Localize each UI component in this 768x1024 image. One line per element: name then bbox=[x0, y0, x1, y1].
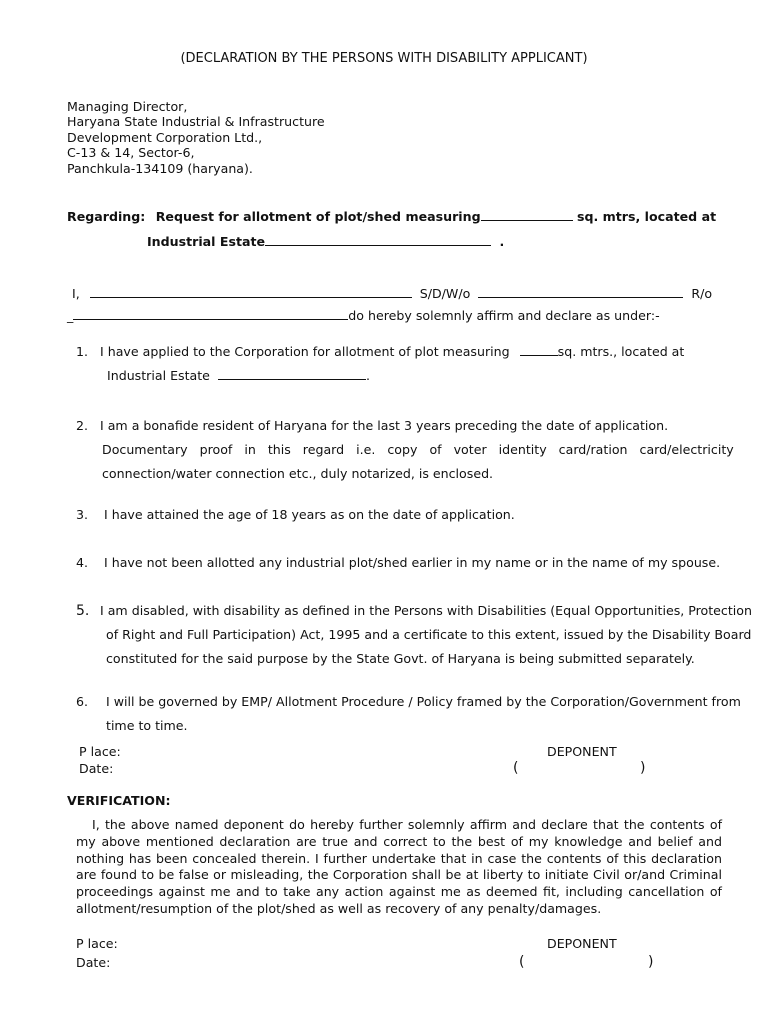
signature-close-paren: ) bbox=[640, 760, 646, 776]
item-number: 1. bbox=[76, 344, 89, 359]
affirm-text: do hereby solemnly affirm and declare as under:- bbox=[348, 308, 660, 323]
regarding-text-2: sq. mtrs, located at bbox=[576, 209, 717, 224]
item-text-line: of Right and Full Participation) Act, 1995 and a certificate to this extent, issued by the Disability Board bbox=[106, 627, 752, 642]
item1-estate-blank[interactable] bbox=[218, 367, 366, 380]
estate-label: Industrial Estate bbox=[147, 234, 266, 249]
item-text-d: . bbox=[365, 368, 370, 383]
item-number: 5. bbox=[76, 603, 90, 619]
item-text: I am a bonafide resident of Haryana for the last 3 years preceding the date of application. bbox=[100, 418, 669, 433]
verification-heading: VERIFICATION: bbox=[67, 793, 171, 808]
item-text-c: Industrial Estate bbox=[107, 368, 210, 383]
list-item bbox=[76, 414, 734, 486]
ro-label: R/o bbox=[691, 286, 713, 301]
item-text-line: time to time. bbox=[106, 718, 188, 733]
address-block bbox=[67, 99, 325, 176]
item-text-b: sq. mtrs., located at bbox=[557, 344, 685, 359]
item-text: I have not been allotted any industrial plot/shed earlier in my name or in the name of my spouse. bbox=[104, 555, 721, 570]
address-line: Panchkula-134109 (haryana). bbox=[67, 160, 253, 176]
lead-mark: _ bbox=[67, 308, 74, 323]
item-number: 2. bbox=[76, 418, 89, 433]
place-label: P lace: bbox=[79, 744, 121, 759]
item-number: 3. bbox=[76, 507, 89, 522]
address-line: Development Corporation Ltd., bbox=[67, 129, 263, 145]
list-item bbox=[76, 690, 741, 738]
item-text: I am disabled, with disability as defined in the Persons with Disabilities (Equal Opportunities, Protection bbox=[100, 603, 752, 618]
regarding-text: Request for allotment of plot/shed measuring bbox=[155, 209, 481, 224]
declarant-i-label: I, bbox=[72, 286, 80, 301]
declarant-line bbox=[72, 285, 712, 301]
date-label: Date: bbox=[76, 955, 111, 970]
item1-plot-blank[interactable] bbox=[520, 343, 558, 356]
signature-close-paren: ) bbox=[648, 954, 654, 970]
regarding-label: Regarding: bbox=[67, 209, 146, 224]
deponent-label: DEPONENT bbox=[547, 744, 617, 759]
deponent-label: DEPONENT bbox=[547, 936, 617, 951]
regarding-line bbox=[67, 208, 716, 224]
regarding-estate-line bbox=[147, 233, 504, 249]
item-text: I have applied to the Corporation for allotment of plot measuring bbox=[100, 344, 510, 359]
estate-blank[interactable] bbox=[265, 233, 491, 246]
item-number: 4. bbox=[76, 555, 89, 570]
sdwo-label: S/D/W/o bbox=[419, 286, 471, 301]
plot-size-blank[interactable] bbox=[481, 208, 573, 221]
place-label: P lace: bbox=[76, 936, 118, 951]
affirm-line bbox=[67, 307, 660, 323]
list-item bbox=[76, 551, 724, 575]
address-line: Haryana State Industrial & Infrastructure bbox=[67, 114, 325, 130]
item-text-line: connection/water connection etc., duly notarized, is enclosed. bbox=[102, 466, 494, 481]
address-line: Managing Director, bbox=[67, 99, 188, 114]
address-line: C-13 & 14, Sector-6, bbox=[67, 145, 195, 161]
date-label: Date: bbox=[79, 761, 114, 776]
item-text-line: constituted for the said purpose by the State Govt. of Haryana is being submitted separately. bbox=[106, 651, 695, 666]
verification-text: I, the above named deponent do hereby further solemnly affirm and declare that the contents of my above mentioned declaration are true and correct to the best of my knowledge and belief and nothing has been concealed therein. I further undertake that in case the contents of this declaration are found to be false or misleading, the Corporation shall be at liberty to initiate Civil or/and Criminal proceedings against me and to take any action against me as deemed fit, including cancellation of allotment/resumption of the plot/shed as well as recovery of any penalty/damages. bbox=[76, 817, 722, 916]
list-item bbox=[76, 503, 724, 527]
page-title: (DECLARATION BY THE PERSONS WITH DISABILITY APPLICANT) bbox=[180, 51, 588, 66]
item-text: I have attained the age of 18 years as on the date of application. bbox=[104, 507, 515, 522]
list-item bbox=[76, 599, 752, 671]
item-text: I will be governed by EMP/ Allotment Procedure / Policy framed by the Corporation/Government from bbox=[106, 694, 741, 709]
residence-blank[interactable] bbox=[73, 307, 348, 320]
signature-open-paren: ( bbox=[519, 954, 525, 970]
name-blank[interactable] bbox=[90, 285, 412, 298]
item-number: 6. bbox=[76, 694, 89, 709]
signature-open-paren: ( bbox=[513, 760, 519, 776]
list-item bbox=[76, 340, 724, 388]
relation-name-blank[interactable] bbox=[478, 285, 683, 298]
item-text-line: Documentary proof in this regard i.e. copy of voter identity card/ration card/electricity bbox=[102, 442, 734, 457]
estate-period: . bbox=[499, 234, 505, 249]
